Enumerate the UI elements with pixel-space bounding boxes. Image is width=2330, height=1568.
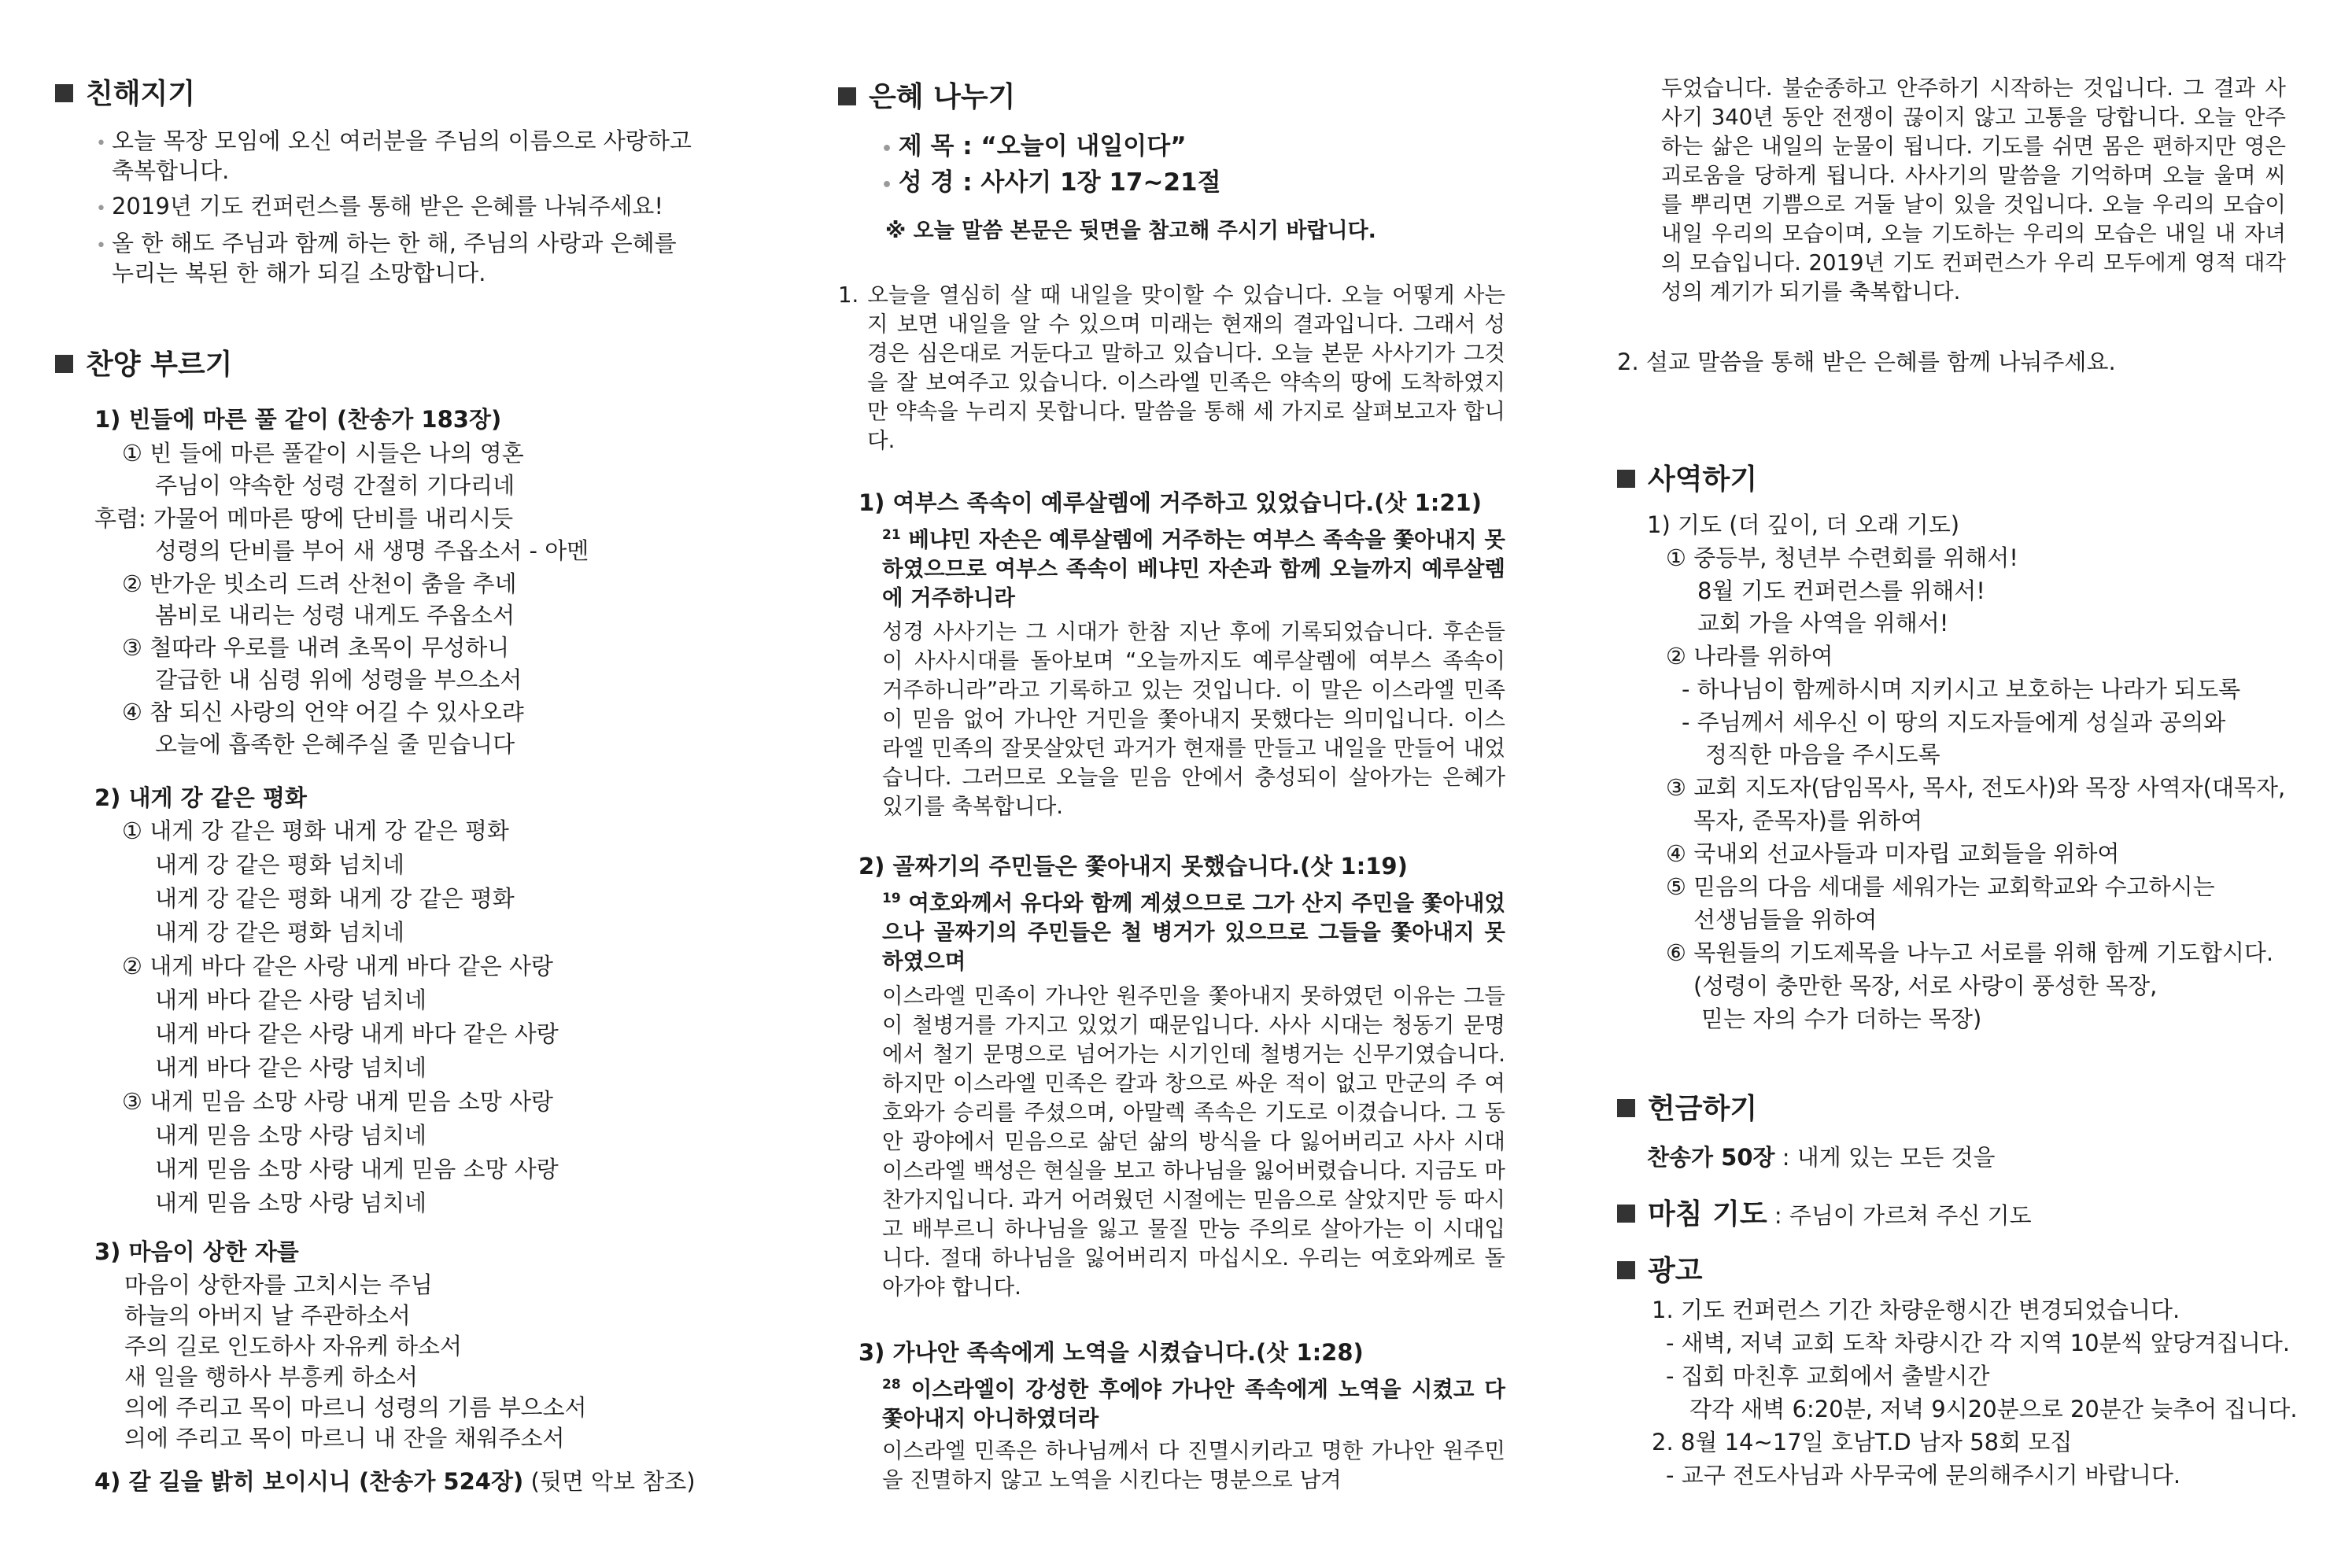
lyric-line: 내게 강 같은 평화 넘치네 <box>155 851 405 878</box>
prayer-item: ③ 교회 지도자(담임목사, 목사, 전도사)와 목장 사역자(대목자, <box>1666 774 2286 801</box>
prayer-item: ④ 국내외 선교사들과 미자립 교회들을 위하여 <box>1666 840 2120 867</box>
lyric-line: 주의 길로 인도하사 자유케 하소서 <box>124 1333 463 1360</box>
lyric-line: 봄비로 내리는 성령 내게도 주옵소서 <box>155 602 515 629</box>
lyric-line: 새 일을 행하사 부흥케 하소서 <box>124 1363 419 1390</box>
song-note: (뒷면 악보 참조) <box>530 1468 696 1495</box>
lyric-line: 후렴: 가물어 메마른 땅에 단비를 내리시듯 <box>94 505 514 532</box>
paragraph: 두었습니다. 불순종하고 안주하기 시작하는 것입니다. 그 결과 사사기 340년 동안 전쟁이 끊이지 않고 고통을 당합니다. 오늘 안주하는 삶은 내일의 눈물이 됩니다. 기도를 쉬면 몸은 편하지만 영은 괴로움을 당하게 됩니다. 사사기의 말씀을 기억하며 오늘 울며 씨를 뿌리면 기쁨으로 거둘 날이 있을 것입니다. 오늘 우리의 모습이 내일 우리의 모습이며, 오늘 기도하는 우리의 모습은 내일 내 자녀의 모습입니다. 2019년 기도 컨퍼런스가 우리 모두에게 영적 대각성의 계기가 되기를 축복합니다. <box>1661 76 2286 304</box>
verse-number: 19 <box>882 891 901 906</box>
section-heading: 마침 기도 : 주님이 가르쳐 주신 기도 <box>1617 1197 2032 1233</box>
paragraph: 이스라엘 민족이 가나안 원주민을 쫓아내지 못하였던 이유는 그들이 철병거를 가지고 있었기 때문입니다. 사사 시대는 청동기 문명에서 철기 문명으로 넘어가는 시기인데 철병거는 신무기였습니다. 하지만 이스라엘 민족은 칼과 창으로 싸운 적이 없고 만군의 주 여호와가 승리를 주셨으며, 아말렉 족속은 기도로 이겼습니다. 그 동안 광야에서 믿음으로 삶던 삶의 방식을 다 잃어버리고 사사 시대 이스라엘 백성은 현실을 보고 하나님을 잃어버렸습니다. 지금도 마찬가지입니다. 과거 어려웠던 시절에는 믿음으로 살았지만 등 따시고 배부르니 하나님을 잃고 물질 만능 주의로 살아가는 이 시대입니다. 절대 하나님을 잃어버리지 마십시오. 우리는 여호와께로 돌아가야 합니다. <box>882 983 1505 1300</box>
lyric-line: ② 반가운 빗소리 드려 산천이 춤을 추네 <box>122 570 517 597</box>
lyric-line: ③ 내게 믿음 소망 사랑 내게 믿음 소망 사랑 <box>122 1088 553 1115</box>
prayer-item: ⑤ 믿음의 다음 세대를 세워가는 교회학교와 수고하시는 <box>1666 873 2215 900</box>
square-bullet-icon <box>1617 470 1635 488</box>
paragraph: 성경 사사기는 그 시대가 한참 지난 후에 기록되었습니다. 후손들이 사사시대를 돌아보며 “오늘까지도 예루살렘에 여부스 족속이 거주하니라”라고 기록하고 있는 것입니다. 이 말은 이스라엘 민족이 믿음 없어 가나안 거민을 쫓아내지 못했다는 의미입니다. 이스라엘 민족의 잘못살았던 과거가 현재를 만들고 내일을 만들어 내었습니다. 그러므로 오늘을 믿음 안에서 충성되이 살아가는 은혜가 있기를 축복합니다. <box>882 619 1505 819</box>
square-bullet-icon <box>838 87 856 105</box>
announcement-item: - 새벽, 저녁 교회 도착 차량시간 각 지역 10분씩 앞당겨집니다. <box>1666 1330 2291 1356</box>
list-item-cont: 누리는 복된 한 해가 되길 소망합니다. <box>112 260 486 286</box>
section-heading: 사역하기 <box>1617 463 1757 497</box>
list-item: • 오늘 목장 모임에 오신 여러분을 주님의 이름으로 사랑하고 <box>96 126 692 159</box>
lyric-line: 오늘에 흡족한 은혜주실 줄 믿습니다 <box>155 731 515 758</box>
lyric-line: 내게 믿음 소망 사랑 넘치네 <box>155 1190 427 1216</box>
list-item: • 2019년 기도 컨퍼런스를 통해 받은 은혜를 나눠주세요! <box>96 191 663 224</box>
sermon-scripture: • 성 경 : 사사기 1장 17~21절 <box>881 168 1221 201</box>
square-bullet-icon <box>55 84 73 102</box>
song-title-row <box>94 1467 696 1496</box>
lyric-line: 주님이 약속한 성령 간절히 기다리네 <box>155 472 515 499</box>
prayer-item: (성령이 충만한 목장, 서로 사랑이 풍성한 목장, <box>1693 972 2158 999</box>
lyric-line: 내게 바다 같은 사랑 넘치네 <box>155 987 427 1013</box>
lyric-line: 하늘의 아버지 날 주관하소서 <box>124 1302 411 1329</box>
lyric-line: ② 내게 바다 같은 사랑 내게 바다 같은 사랑 <box>122 953 553 980</box>
song-title: 3) 마음이 상한 자를 <box>94 1238 299 1265</box>
lyric-line: ① 빈 들에 마른 풀같이 시들은 나의 영혼 <box>122 440 524 467</box>
square-bullet-icon <box>1617 1261 1635 1279</box>
prayer-item: 선생님들을 위하여 <box>1693 906 1878 933</box>
lyric-line: ④ 참 되신 사랑의 언약 어길 수 있사오랴 <box>122 699 524 725</box>
discussion-question: 2. 설교 말씀을 통해 받은 은혜를 함께 나눠주세요. <box>1617 349 2116 375</box>
verse-number: 21 <box>882 527 901 543</box>
lyric-line: 갈급한 내 심령 위에 성령을 부으소서 <box>155 666 522 693</box>
sub-heading: 2) 골짜기의 주민들은 쫓아내지 못했습니다.(삿 1:19) <box>859 853 1408 880</box>
square-bullet-icon <box>1617 1099 1635 1117</box>
sermon-subject: • 제 목 : “오늘이 내일이다” <box>881 131 1187 164</box>
lyric-line: 내게 강 같은 평화 내게 강 같은 평화 <box>155 885 515 912</box>
song-title: 1) 빈들에 마른 풀 같이 (찬송가 183장) <box>94 406 502 433</box>
prayer-item: 정직한 마음을 주시도록 <box>1705 741 1940 768</box>
lyric-line: 의에 주리고 목이 마르니 성령의 기름 부으소서 <box>124 1394 587 1421</box>
lyric-line: 내게 바다 같은 사랑 넘치네 <box>155 1054 427 1081</box>
prayer-item: 1) 기도 (더 깊이, 더 오래 기도) <box>1647 511 1960 538</box>
verse-number: 28 <box>882 1377 901 1393</box>
square-bullet-icon <box>55 355 73 373</box>
prayer-item: 믿는 자의 수가 더하는 목장) <box>1701 1005 1982 1032</box>
paragraph: 1. 오늘을 열심히 살 때 내일을 맞이할 수 있습니다. 오늘 어떻게 사는지 보면 내일을 알 수 있으며 미래는 현재의 결과입니다. 그래서 성경은 심은대로 거둔다고 말하고 있습니다. 오늘 본문 사사기가 그것을 잘 보여주고 있습니다. 이스라엘 민족은 약속의 땅에 도착하였지만 약속을 누리지 못합니다. 말씀을 통해 세 가지로 살펴보고자 합니다. <box>838 282 1505 453</box>
prayer-item: 목자, 준목자)를 위하여 <box>1693 807 1923 834</box>
square-bullet-icon <box>1617 1205 1635 1223</box>
prayer-item: ⑥ 목원들의 기도제목을 나누고 서로를 위해 함께 기도합시다. <box>1666 939 2274 966</box>
sub-heading: 1) 여부스 족속이 예루살렘에 거주하고 있었습니다.(삿 1:21) <box>859 489 1482 516</box>
section-heading: 헌금하기 <box>1617 1092 1757 1127</box>
lyric-line: 내게 믿음 소망 사랑 넘치네 <box>155 1122 427 1149</box>
prayer-item: ① 중등부, 청년부 수련회를 위해서! <box>1666 544 2018 571</box>
announcement-item: 각각 새벽 6:20분, 저녁 9시20분으로 20분간 늦추어 집니다. <box>1689 1396 2298 1422</box>
section-heading: 은혜 나누기 <box>838 80 1015 115</box>
lyric-line: 내게 바다 같은 사랑 내게 바다 같은 사랑 <box>155 1020 559 1047</box>
section-heading: 광고 <box>1617 1254 1703 1289</box>
bible-verse: $^{19}$ 여호와께서 유다와 함께 계셨으므로 그가 산지 주민을 쫓아내었으나 골짜기의 주민들은 철 병거가 있으므로 그들을 쫓아내지 못하였으며 <box>882 891 1505 975</box>
section-heading: 친해지기 <box>55 77 195 112</box>
lyric-line: ① 내게 강 같은 평화 내게 강 같은 평화 <box>122 817 509 844</box>
prayer-item: ② 나라를 위하여 <box>1666 643 1833 670</box>
announcement-item: - 집회 마친후 교회에서 출발시간 <box>1666 1363 1990 1389</box>
bible-verse: $^{28}$ 이스라엘이 강성한 후에야 가나안 족속에게 노역을 시켰고 다 쫓아내지 아니하였더라 <box>882 1377 1506 1432</box>
list-item: • 올 한 해도 주님과 함께 하는 한 해, 주님의 사랑과 은혜를 <box>96 228 677 261</box>
announcement-item: 2. 8월 14~17일 호남T.D 남자 58회 모집 <box>1652 1429 2073 1455</box>
prayer-item: 교회 가을 사역을 위해서! <box>1697 610 1949 636</box>
song-title: 4) 갈 길을 밝히 보이시니 (찬송가 524장) <box>94 1468 524 1495</box>
lyric-line: ③ 철따라 우로를 내려 초목이 무성하니 <box>122 634 510 661</box>
bible-verse: $^{21}$ 베냐민 자손은 예루살렘에 거주하는 여부스 족속을 쫓아내지 못하였으므로 여부스 족속이 베냐민 자손과 함께 오늘까지 예루살렘에 거주하니라 <box>882 527 1505 611</box>
sub-heading: 3) 가나안 족속에게 노역을 시켰습니다.(삿 1:28) <box>859 1339 1364 1366</box>
offering-hymn: 찬송가 50장 : 내게 있는 모든 것을 <box>1647 1144 1996 1171</box>
list-item-cont: 축복합니다. <box>112 157 230 184</box>
sermon-note: ※ 오늘 말씀 본문은 뒷면을 참고해 주시기 바랍니다. <box>885 219 1376 243</box>
prayer-item: - 하나님이 함께하시며 지키시고 보호하는 나라가 되도록 <box>1682 676 2241 703</box>
prayer-item: 8월 기도 컨퍼런스를 위해서! <box>1697 577 1985 604</box>
announcement-item: 1. 기도 컨퍼런스 기간 차량운행시간 변경되었습니다. <box>1652 1297 2180 1323</box>
lyric-line: 성령의 단비를 부어 새 생명 주옵소서 - 아멘 <box>155 537 589 564</box>
paragraph: 이스라엘 민족은 하나님께서 다 진멸시키라고 명한 가나안 원주민을 진멸하지 않고 노역을 시킨다는 명분으로 남겨 <box>882 1438 1505 1492</box>
lyric-line: 의에 주리고 목이 마르니 내 잔을 채워주소서 <box>124 1425 565 1452</box>
lyric-line: 내게 믿음 소망 사랑 내게 믿음 소망 사랑 <box>155 1156 559 1182</box>
announcement-item: - 교구 전도사님과 사무국에 문의해주시기 바랍니다. <box>1666 1462 2181 1489</box>
prayer-item: - 주님께서 세우신 이 땅의 지도자들에게 성실과 공의와 <box>1682 709 2226 736</box>
lyric-line: 내게 강 같은 평화 넘치네 <box>155 919 405 946</box>
lyric-line: 마음이 상한자를 고치시는 주님 <box>124 1271 433 1298</box>
section-heading: 찬양 부르기 <box>55 348 232 382</box>
song-title: 2) 내게 강 같은 평화 <box>94 784 307 811</box>
